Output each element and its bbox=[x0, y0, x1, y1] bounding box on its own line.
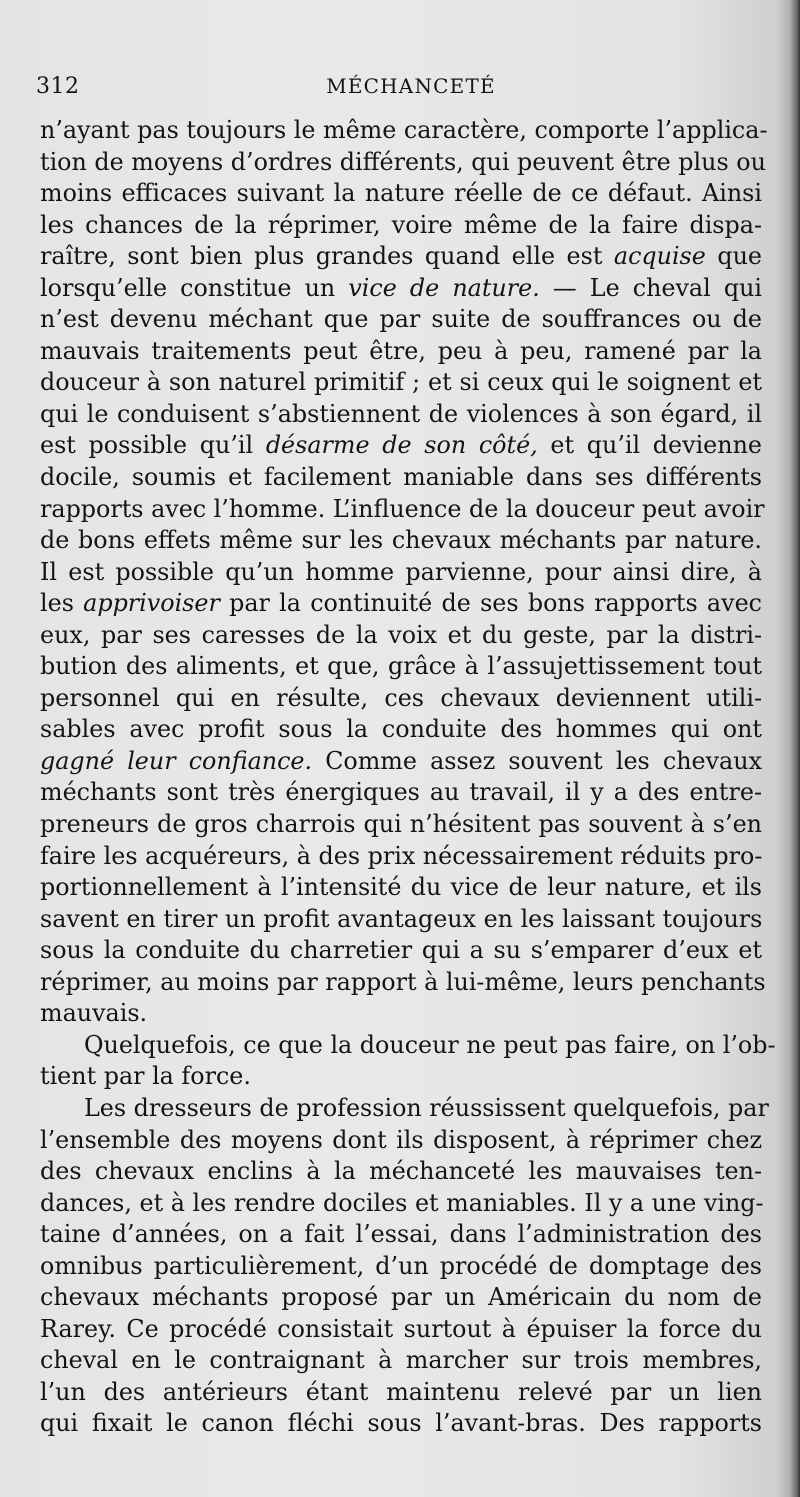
text-line: méchants sont très énergiques au travail, il y a des entre- bbox=[40, 778, 762, 807]
text-line: Rarey. Ce procédé consistait surtout à épuiser la force du bbox=[40, 1314, 762, 1343]
text-line: tient par la force. bbox=[40, 1062, 251, 1091]
text-run: les bbox=[40, 589, 84, 618]
italic-phrase: acquise bbox=[613, 242, 706, 271]
page-edge-shadow bbox=[790, 0, 800, 1497]
italic-phrase: désarme de son côté, bbox=[265, 431, 538, 460]
text-line bbox=[40, 746, 762, 778]
text-line: n’ayant pas toujours le même caractère, comporte l’applica- bbox=[40, 116, 768, 144]
text-line: des chevaux enclins à la méchanceté les mauvaises ten- bbox=[40, 1157, 762, 1186]
text-line: cheval en le contraignant à marcher sur trois membres, bbox=[40, 1346, 762, 1375]
text-run: et qu’il devienne bbox=[537, 431, 762, 460]
text-line: dances, et à les rendre dociles et maniables. Il y a une ving- bbox=[40, 1188, 764, 1217]
page-number: 312 bbox=[36, 74, 80, 99]
text-line: taine d’années, on a fait l’essai, dans l’administration des bbox=[40, 1220, 762, 1249]
text-line: bution des aliments, et que, grâce à l’assujettissement tout bbox=[40, 652, 762, 681]
text-line: Il est possible qu’un homme parvienne, pour ainsi dire, à bbox=[40, 557, 762, 586]
text-line: qui le conduisent s’abstiennent de violences à son égard, il bbox=[40, 399, 762, 428]
text-line: l’ensemble des moyens dont ils disposent, à réprimer chez bbox=[40, 1125, 762, 1154]
text-line bbox=[40, 241, 762, 273]
running-title: MÉCHANCETÉ bbox=[326, 74, 496, 98]
text-line: les chances de la réprimer, voire même de la faire dispa- bbox=[40, 210, 762, 239]
text-line: de bons effets même sur les chevaux méchants par nature. bbox=[40, 526, 762, 555]
text-line: eux, par ses caresses de la voix et du geste, par la distri- bbox=[40, 620, 762, 649]
text-line: savent en tirer un profit avantageux en les laissant toujours bbox=[40, 904, 763, 933]
text-line: docile, soumis et facilement maniable dans ses différents bbox=[40, 463, 762, 492]
italic-phrase: apprivoiser bbox=[83, 589, 220, 618]
text-run: raître, sont bien plus grandes quand elle est bbox=[40, 242, 614, 271]
text-run: Comme assez souvent les chevaux bbox=[312, 746, 762, 775]
text-run: — Le cheval qui bbox=[539, 273, 763, 302]
text-line: rapports avec l’homme. L’influence de la douceur peut avoir bbox=[40, 494, 765, 523]
italic-phrase: gagné leur confiance. bbox=[40, 746, 313, 775]
text-line: qui fixait le canon fléchi sous l’avant-bras. Des rapports bbox=[40, 1409, 762, 1438]
text-line: sables avec profit sous la conduite des hommes qui ont bbox=[40, 715, 762, 744]
text-line: personnel qui en résulte, ces chevaux deviennent utili- bbox=[40, 683, 762, 712]
text-line: portionnellement à l’intensité du vice de leur nature, et ils bbox=[40, 873, 762, 902]
text-line: Les dresseurs de profession réussissent quelquefois, par bbox=[84, 1093, 769, 1122]
text-line bbox=[40, 430, 762, 462]
text-line: faire les acquéreurs, à des prix nécessairement réduits pro- bbox=[40, 841, 763, 870]
text-line: douceur à son naturel primitif ; et si ceux qui le soignent et bbox=[40, 368, 762, 397]
italic-phrase: vice de nature. bbox=[348, 273, 540, 302]
text-line bbox=[40, 273, 762, 305]
text-run: lorsqu’elle constitue un bbox=[40, 273, 349, 302]
text-line: chevaux méchants proposé par un Américain du nom de bbox=[40, 1283, 762, 1312]
page-header bbox=[36, 74, 756, 104]
text-line: mauvais traitements peut être, peu à peu, ramené par la bbox=[40, 336, 762, 365]
text-line: moins efficaces suivant la nature réelle de ce défaut. Ainsi bbox=[40, 179, 762, 208]
text-run: par la continuité de ses bons rapports avec bbox=[219, 589, 762, 618]
body-text bbox=[40, 115, 776, 1440]
text-line: n’est devenu méchant que par suite de souffrances ou de bbox=[40, 305, 762, 334]
text-line: l’un des antérieurs étant maintenu relevé par un lien bbox=[40, 1377, 762, 1406]
text-line bbox=[40, 588, 762, 620]
text-line: mauvais. bbox=[40, 999, 148, 1028]
text-line: sous la conduite du charretier qui a su s’emparer d’eux et bbox=[40, 936, 762, 965]
text-line: Quelquefois, ce que la douceur ne peut pas faire, on l’ob- bbox=[84, 1030, 776, 1059]
text-line: réprimer, au moins par rapport à lui-même, leurs penchants bbox=[40, 967, 766, 996]
text-run: est possible qu’il bbox=[40, 431, 266, 460]
text-line: omnibus particulièrement, d’un procédé de domptage des bbox=[40, 1251, 762, 1280]
text-line: preneurs de gros charrois qui n’hésitent pas souvent à s’en bbox=[40, 810, 762, 839]
text-line: tion de moyens d’ordres différents, qui peuvent être plus ou bbox=[40, 147, 766, 176]
text-run: que bbox=[705, 242, 762, 271]
